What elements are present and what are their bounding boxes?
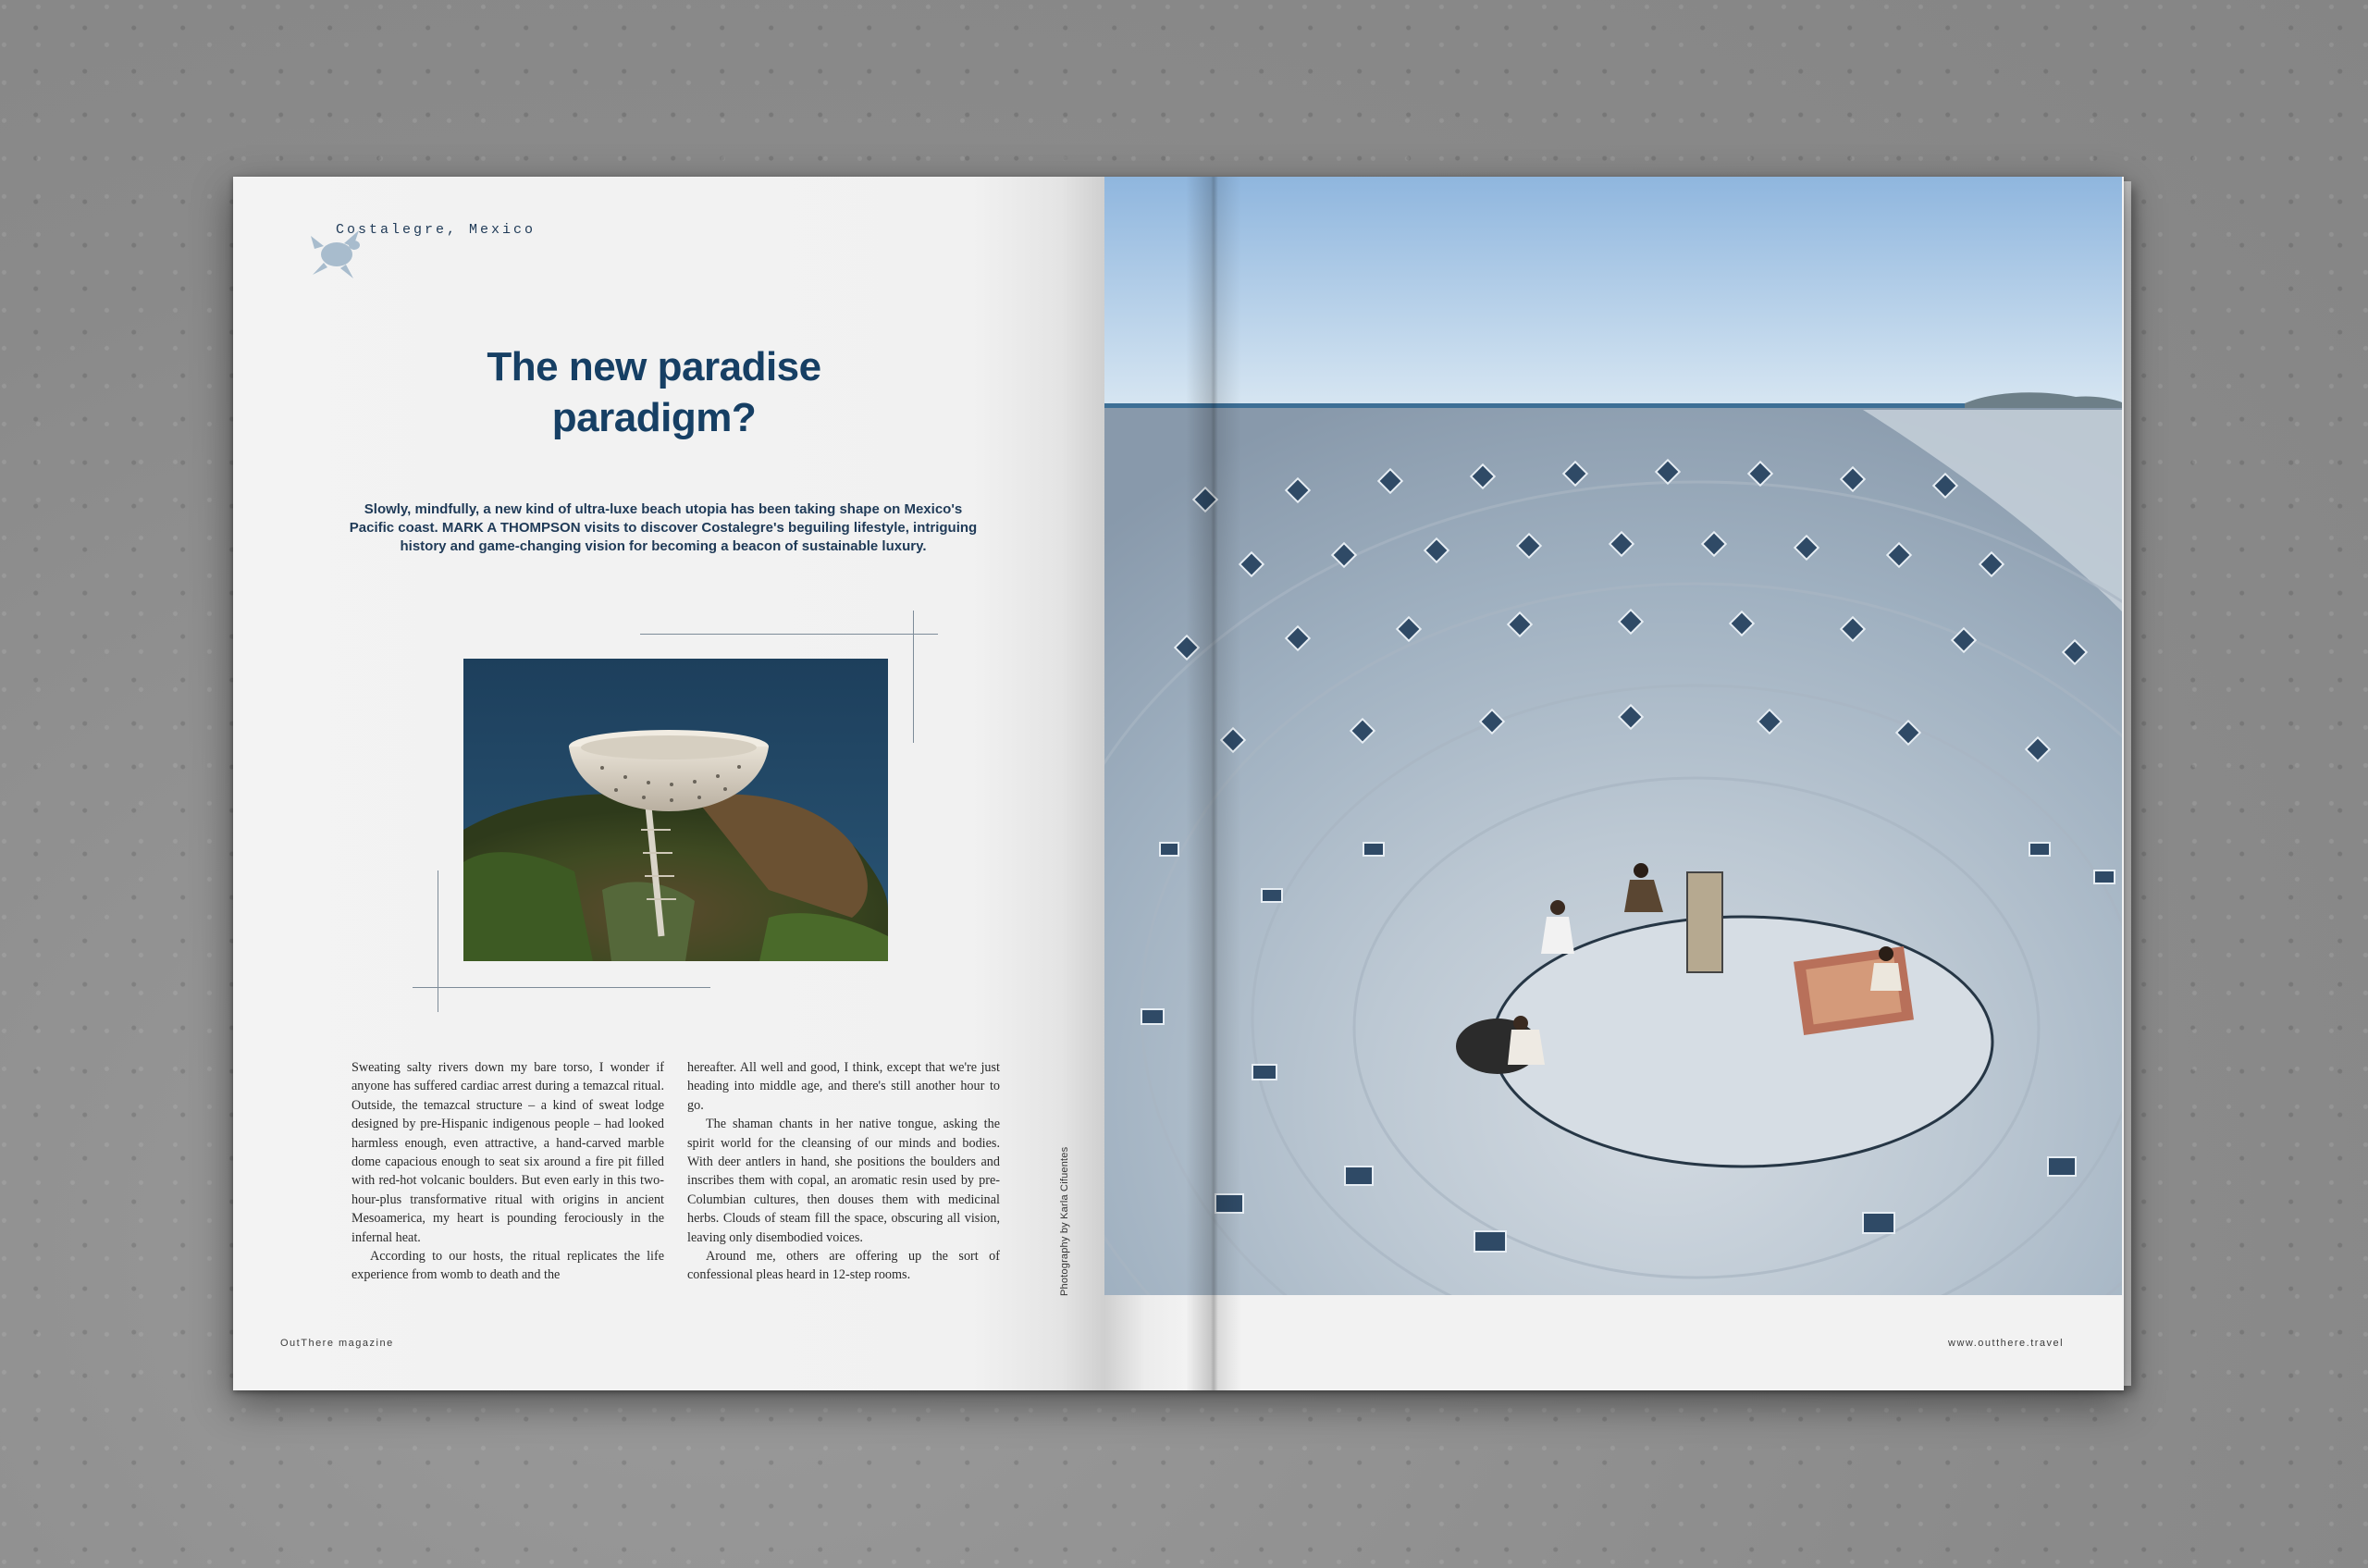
- body-paragraph: hereafter. All well and good, I think, except that we're just heading into middle age, and there's still another hour to go.: [687, 1060, 1000, 1113]
- standfirst: Slowly, mindfully, a new kind of ultra-luxe beach utopia has been taking shape on Mexico's Pacific coast. MARK A THOMPSON visits to discover Costalegre's beguiling lifestyle, intriguing history and game-changing vision for becoming a beacon of sustainable luxury.: [349, 501, 978, 554]
- inset-photo-illustration: [463, 659, 888, 961]
- hero-photo-amphitheatre: [1104, 177, 2122, 1295]
- photo-credit: Photography by Karla Cifuentes: [1059, 1146, 1070, 1296]
- body-paragraph: Sweating salty rivers down my bare torso, I wonder if anyone has suffered cardiac arrest during a temazcal ritual. Outside, the temazcal structure – a kind of sweat lodge designed by pre-Hispanic indigenous people – had looked harmless enough, even attractive, a hand-carved marble dome capacious enough to seat six around a fire pit filled with red-hot volcanic boulders. But even early in this two-hour-plus transformative ritual with origins in ancient Mesoamerica, my heart is pounding ferociously in the infernal heat.: [352, 1060, 664, 1245]
- left-page: [233, 177, 1104, 1390]
- hero-photo-illustration: [1104, 177, 2122, 1295]
- body-column-2: [687, 1058, 1000, 1285]
- inset-photo-temazcal-dome: [463, 659, 888, 961]
- frame-line-right: [913, 611, 914, 743]
- frame-line-bottom: [413, 987, 710, 988]
- body-paragraph: According to our hosts, the ritual replicates the life experience from womb to death and the: [352, 1249, 664, 1283]
- kicker: [307, 223, 585, 269]
- headline-line-2: paradigm?: [551, 395, 757, 440]
- footer-magazine-name: OutThere magazine: [280, 1338, 394, 1349]
- frame-line-top: [640, 634, 938, 635]
- headline-line-1: The new paradise: [487, 344, 821, 389]
- body-paragraph: The shaman chants in her native tongue, asking the spirit world for the cleansing of our minds and bodies. With deer antlers in hand, she positions the boulders and inscribes them with copal, an aromatic resin used by pre-Columbian cultures, then douses them with medicinal herbs. Clouds of steam fill the space, obscuring all vision, leaving only disembodied voices.: [687, 1117, 1000, 1245]
- magazine-spread: [233, 177, 2124, 1390]
- body-paragraph: Around me, others are offering up the sort of confessional pleas heard in 12-step rooms.: [687, 1249, 1000, 1283]
- kicker-text: Costalegre, Mexico: [336, 222, 536, 238]
- headline: [418, 341, 890, 443]
- body-column-1: [352, 1058, 664, 1285]
- footer-website: www.outthere.travel: [1948, 1338, 2065, 1349]
